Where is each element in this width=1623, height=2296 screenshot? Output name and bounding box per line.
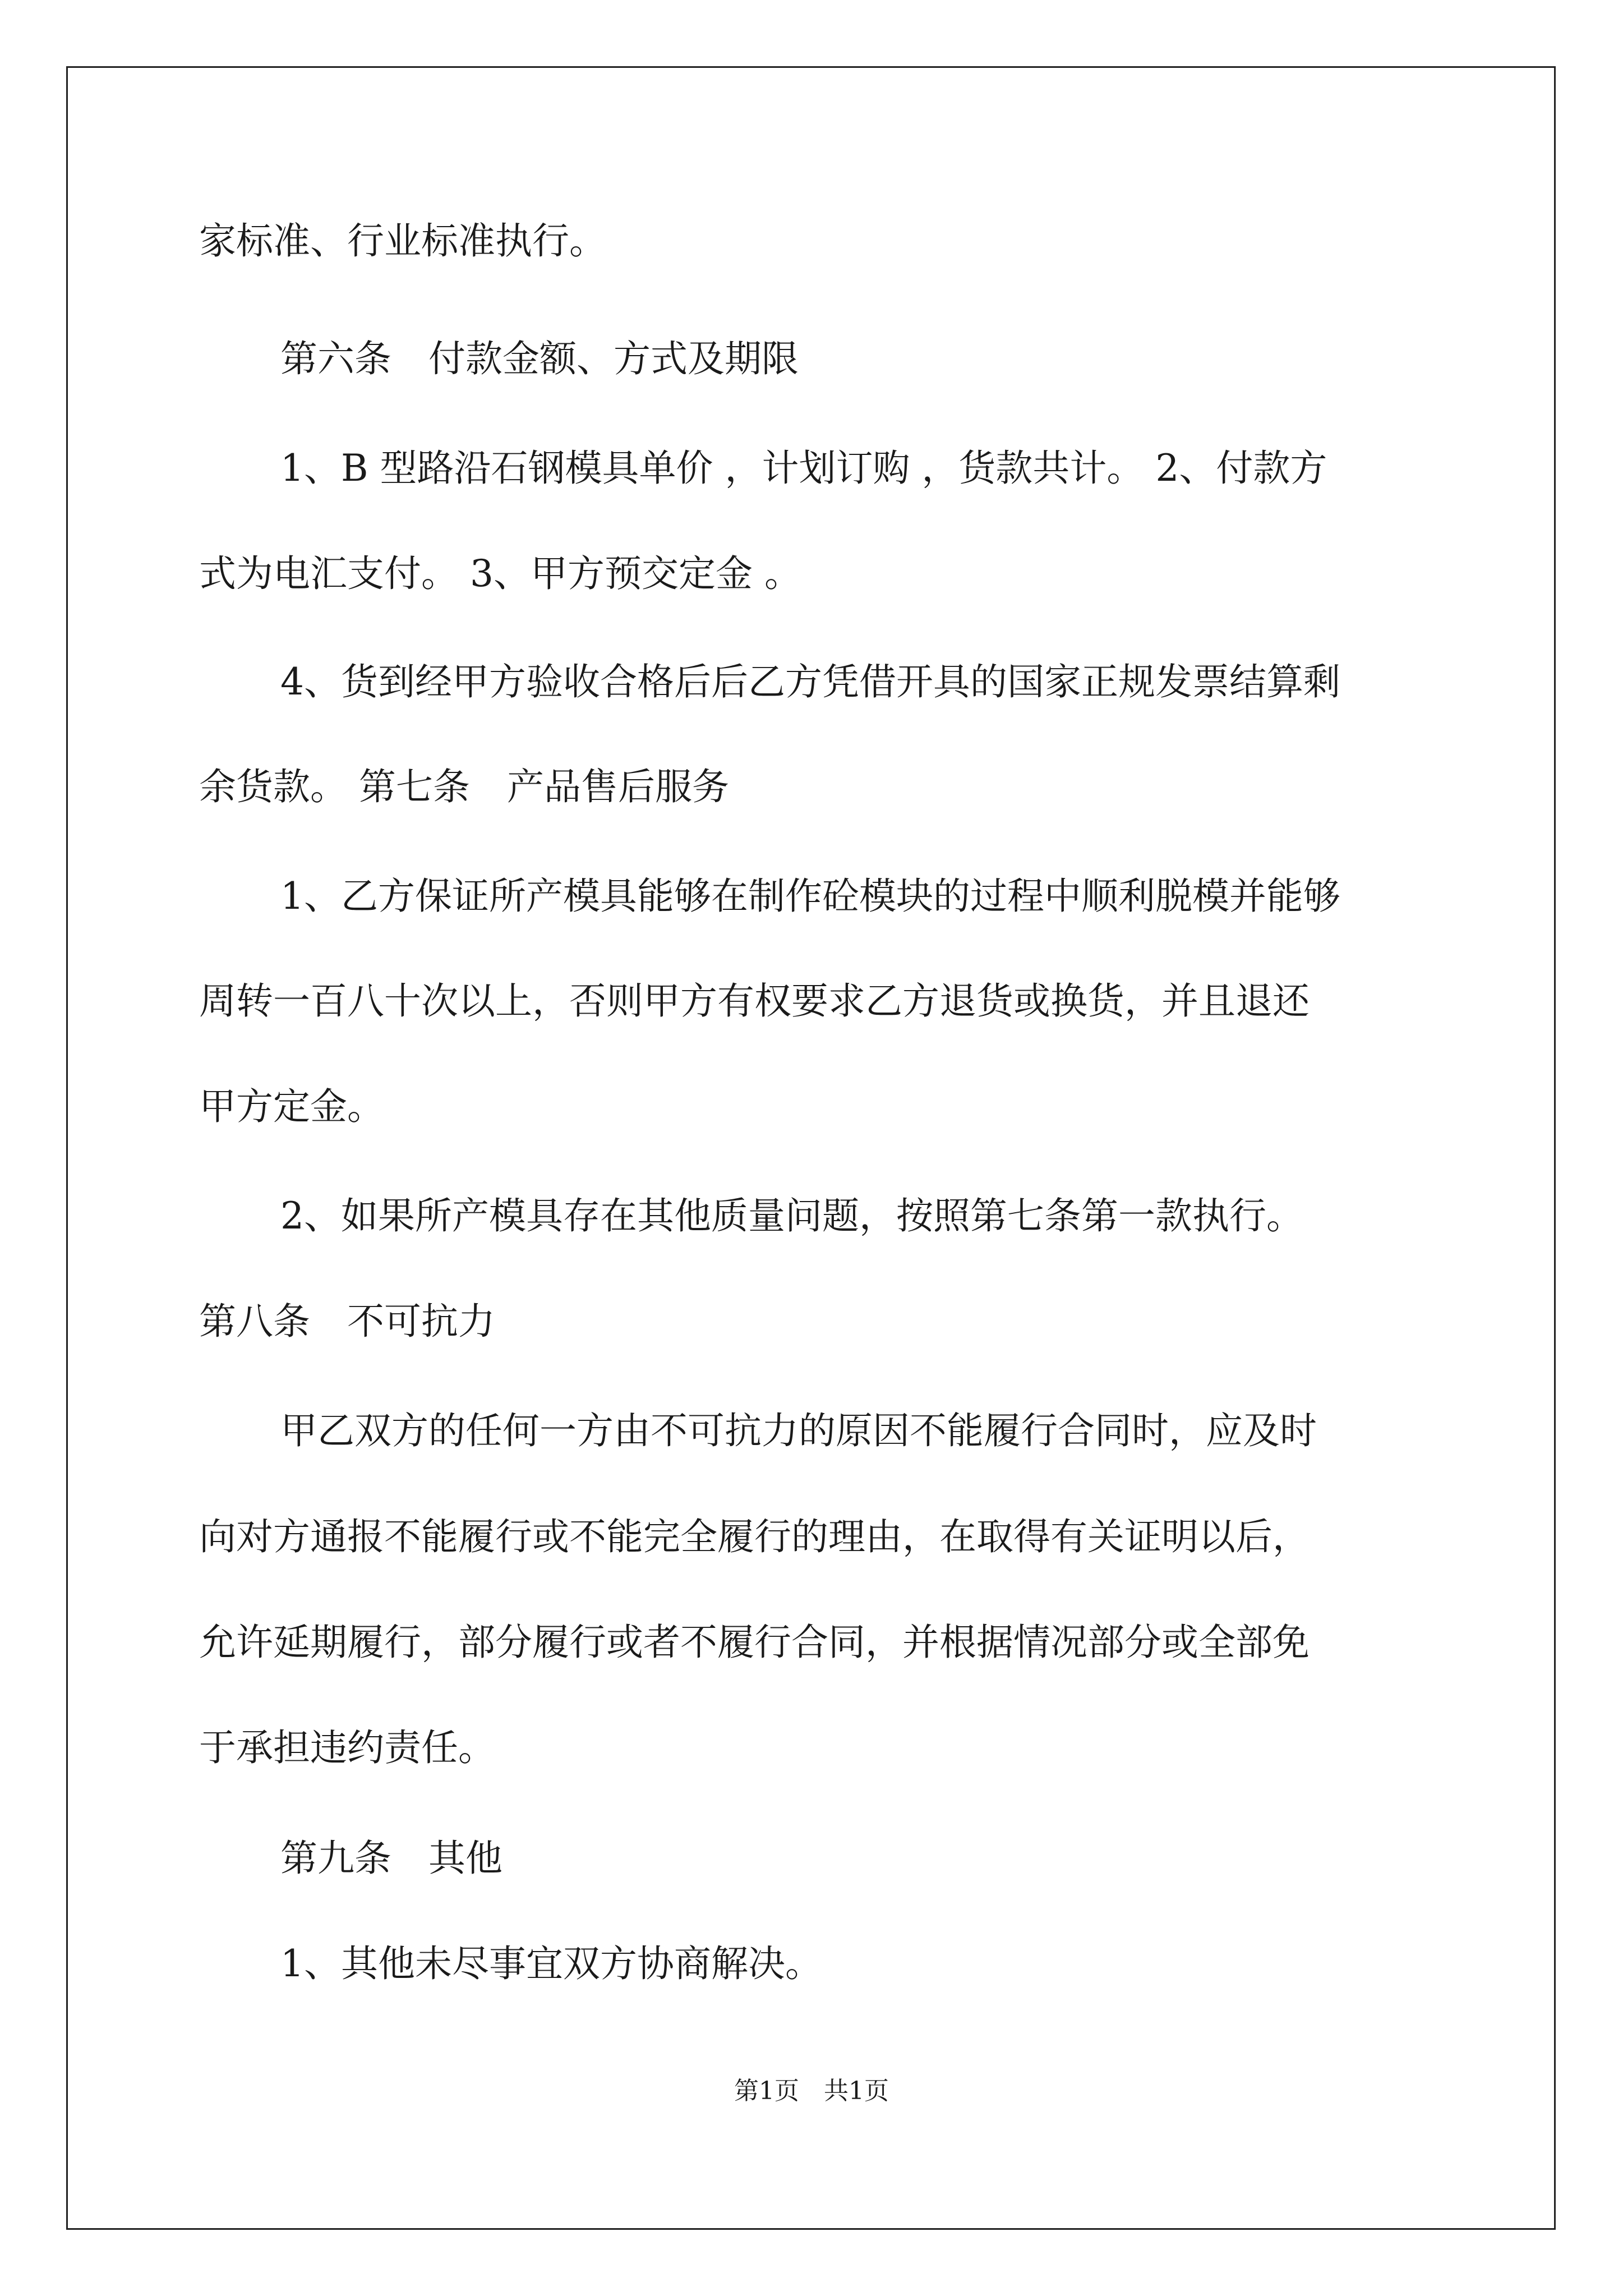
- page-border: [66, 66, 1556, 2230]
- text-line-14: 允许延期履行，部分履行或者不履行合同，并根据情况部分或全部免: [199, 1621, 1310, 1664]
- page-number-footer: 第1页 共1页: [734, 2077, 889, 2105]
- text-line-1: 家标准、行业标准执行。: [199, 219, 606, 263]
- text-line-3: 1、B 型路沿石钢模具单价 ，计划订购 ，货款共计。 2、付款方: [280, 447, 1327, 490]
- text-line-7: 1、乙方保证所产模具能够在制作砼模块的过程中顺利脱模并能够: [280, 875, 1340, 918]
- text-line-10: 2、如果所产模具存在其他质量问题，按照第七条第一款执行。: [280, 1194, 1303, 1237]
- text-line-9: 甲方定金。: [199, 1085, 384, 1128]
- article-6-heading: 第六条 付款金额、方式及期限: [280, 337, 799, 380]
- text-line-13: 向对方通报不能履行或不能完全履行的理由，在取得有关证明以后，: [199, 1515, 1310, 1558]
- text-line-8: 周转一百八十次以上，否则甲方有权要求乙方退货或换货，并且退还: [199, 979, 1310, 1023]
- text-line-5: 4、货到经甲方验收合格后后乙方凭借开具的国家正规发票结算剩: [280, 660, 1340, 703]
- article-9-heading: 第九条 其他: [280, 1837, 502, 1880]
- text-line-4: 式为电汇支付。 3、甲方预交定金 。: [199, 552, 801, 595]
- text-line-17: 1、其他未尽事宜双方协商解决。: [280, 1942, 822, 1985]
- text-line-6: 余货款。 第七条 产品售后服务: [199, 765, 729, 808]
- article-8-heading: 第八条 不可抗力: [199, 1300, 495, 1343]
- text-line-12: 甲乙双方的任何一方由不可抗力的原因不能履行合同时，应及时: [280, 1409, 1317, 1452]
- text-line-15: 于承担违约责任。: [199, 1726, 495, 1769]
